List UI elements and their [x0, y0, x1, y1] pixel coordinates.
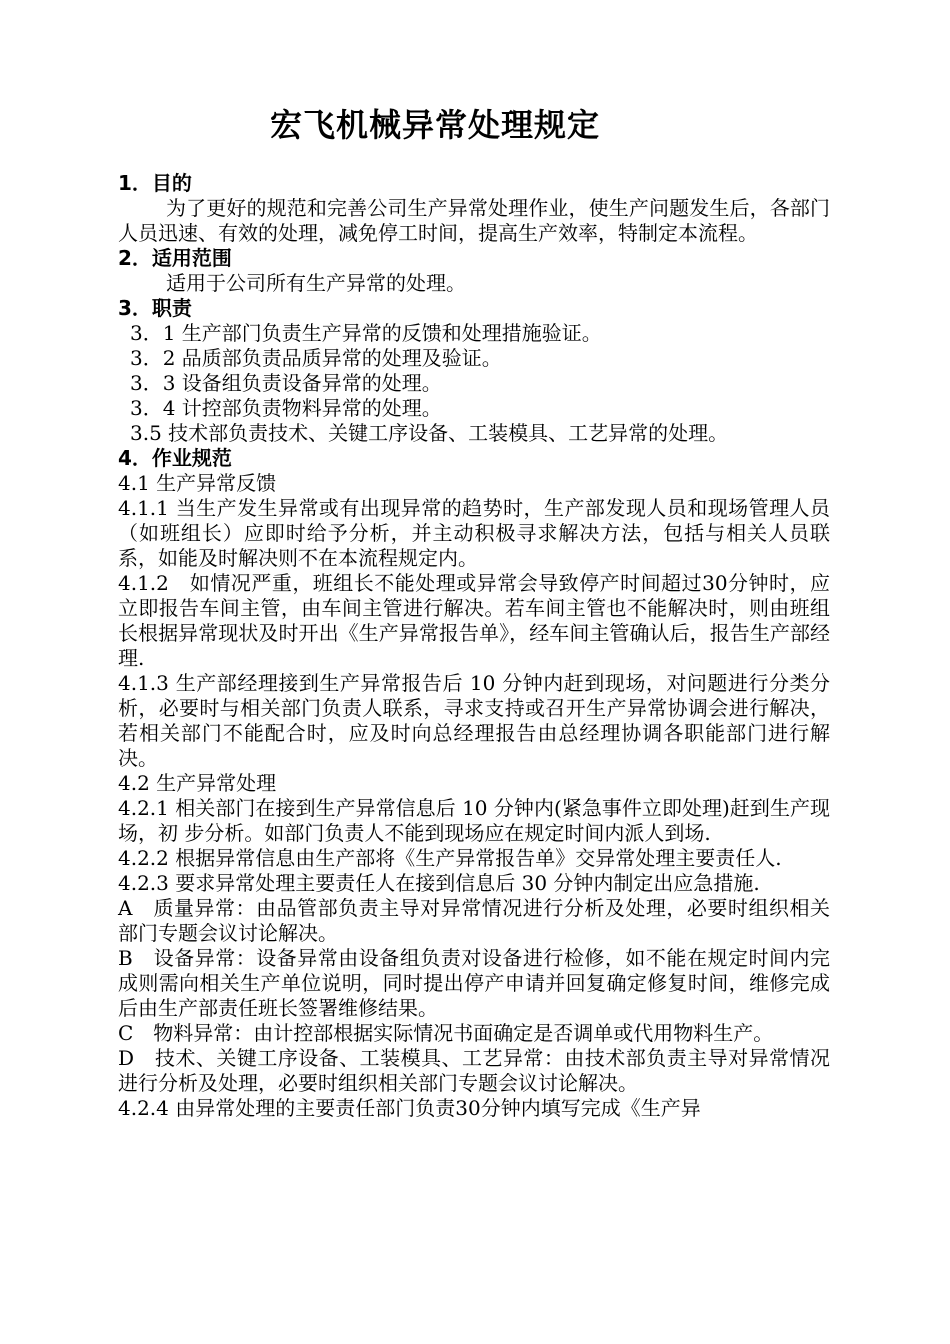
clause-4-2-3: 4.2.3 要求异常处理主要责任人在接到信息后 30 分钟内制定出应急措施.: [118, 871, 760, 895]
clause-4-1-3: 4.1.3 生产部经理接到生产异常报告后 10 分钟内赶到现场，对问题进行分类分析，必要时与相关部门负责人联系，寻求支持或召开生产异常协调会进行解决，若相关部门不能配合时，应及时向总经理报告由总经理协调各职能部门进行解决。: [118, 671, 830, 770]
clause-4-2-1: 4.2.1 相关部门在接到生产异常信息后 10 分钟内(紧急事件立即处理)赶到生产现场，初 步分析。如部门负责人不能到现场应在规定时间内派人到场.: [118, 796, 830, 845]
responsibility-item: 3.5 技术部负责技术、关键工序设备、工装模具、工艺异常的处理。: [130, 421, 729, 445]
item-c-material: C 物料异常：由计控部根据实际情况书面确定是否调单或代用物料生产。: [118, 1021, 774, 1045]
responsibility-item: 3．4 计控部负责物料异常的处理。: [130, 396, 442, 420]
responsibility-item: 3．3 设备组负责设备异常的处理。: [130, 371, 442, 395]
section-4-1-heading: 4.1 生产异常反馈: [118, 471, 277, 495]
item-a-quality: A 质量异常：由品管部负责主导对异常情况进行分析及处理，必要时组织相关部门专题会议讨论解决。: [118, 896, 830, 945]
section-1-heading: 1．目的: [118, 171, 192, 195]
clause-4-2-4: 4.2.4 由异常处理的主要责任部门负责30分钟内填写完成《生产异: [118, 1096, 701, 1120]
clause-4-2-2: 4.2.2 根据异常信息由生产部将《生产异常报告单》交异常处理主要责任人.: [118, 846, 782, 870]
document-body: [118, 171, 830, 1121]
clause-4-1-1: 4.1.1 当生产发生异常或有出现异常的趋势时，生产部发现人员和现场管理人员（如班组长）应即时给予分析，并主动积极寻求解决方法，包括与相关人员联系，如能及时解决则不在本流程规定内。: [118, 496, 830, 570]
item-b-equipment: B 设备异常：设备异常由设备组负责对设备进行检修，如不能在规定时间内完成则需向相关生产单位说明，同时提出停产申请并回复确定修复时间，维修完成后由生产部责任班长签署维修结果。: [118, 946, 830, 1020]
document-title: 宏飞机械异常处理规定: [269, 106, 600, 144]
section-4-heading: 4．作业规范: [118, 446, 232, 470]
section-1-body: 为了更好的规范和完善公司生产异常处理作业，使生产问题发生后，各部门人员迅速、有效的处理，减免停工时间，提高生产效率，特制定本流程。: [118, 196, 830, 245]
section-2-heading: 2．适用范围: [118, 246, 232, 270]
item-d-technical: D 技术、关键工序设备、工装模具、工艺异常：由技术部负责主导对异常情况进行分析及处理，必要时组织相关部门专题会议讨论解决。: [118, 1046, 830, 1095]
responsibility-item: 3．2 品质部负责品质异常的处理及验证。: [130, 346, 502, 370]
section-3-heading: 3．职责: [118, 296, 192, 320]
section-4-2-heading: 4.2 生产异常处理: [118, 771, 277, 795]
responsibility-item: 3．1 生产部门负责生产异常的反馈和处理措施验证。: [130, 321, 602, 345]
clause-4-1-2: 4.1.2 如情况严重，班组长不能处理或异常会导致停产时间超过30分钟时，应立即报告车间主管，由车间主管进行解决。若车间主管也不能解决时，则由班组长根据异常现状及时开出《生产异常报告单》，经车间主管确认后，报告生产部经理.: [118, 571, 830, 670]
section-2-body: 适用于公司所有生产异常的处理。: [166, 271, 466, 295]
